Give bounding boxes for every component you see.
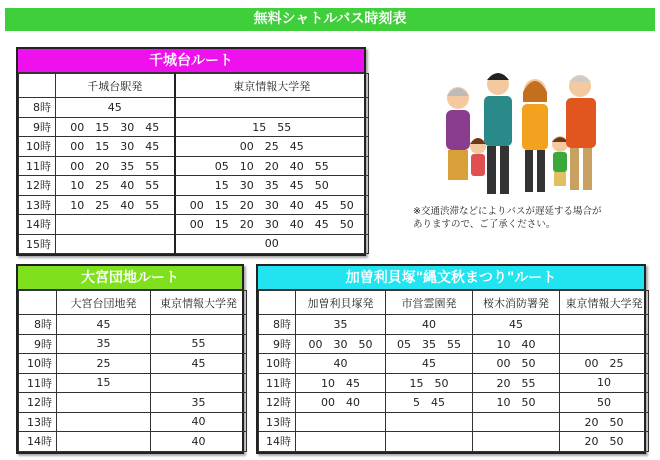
departure-times: 10	[560, 373, 649, 393]
departure-times: 05 10 20 40 55	[175, 156, 369, 176]
departure-times: 20 55	[473, 373, 560, 393]
departure-times: 10 50	[473, 393, 560, 413]
route-table-kasori-kaizuka	[256, 264, 646, 454]
departure-times: 5 45	[386, 393, 473, 413]
table-row	[19, 412, 247, 432]
departure-times: 05 35 55	[386, 334, 473, 354]
departure-times	[386, 432, 473, 452]
table-row	[19, 432, 247, 452]
table-row	[19, 315, 247, 335]
header-row	[259, 291, 649, 315]
departure-times	[56, 234, 175, 254]
departure-times	[473, 412, 560, 432]
corner-cell	[19, 291, 57, 315]
departure-times: 15	[57, 373, 151, 393]
hour-label: 11時	[259, 373, 296, 393]
mother-figure	[522, 79, 548, 192]
route-name: 千城台ルート	[18, 49, 364, 73]
boy-figure	[552, 136, 568, 186]
departure-times: 00	[175, 234, 369, 254]
table-row	[259, 412, 649, 432]
hour-label: 9時	[259, 334, 296, 354]
column-header: 加曽利貝塚発	[296, 291, 386, 315]
route-table-chishirodai	[16, 47, 366, 256]
departure-times	[57, 412, 151, 432]
column-header: 東京情報大学発	[560, 291, 649, 315]
table-row	[19, 176, 369, 196]
column-header: 東京情報大学発	[151, 291, 247, 315]
hour-label: 12時	[259, 393, 296, 413]
table-row	[19, 334, 247, 354]
grandfather-figure	[566, 75, 596, 190]
departure-times: 35	[151, 393, 247, 413]
hour-label: 14時	[19, 432, 57, 452]
header-row	[19, 74, 369, 98]
table-row	[19, 195, 369, 215]
hour-label: 10時	[19, 137, 56, 157]
departure-times: 55	[151, 334, 247, 354]
hour-label: 11時	[19, 373, 57, 393]
hour-label: 13時	[259, 412, 296, 432]
table-row	[259, 334, 649, 354]
departure-times: 10 45	[296, 373, 386, 393]
departure-times: 00 20 35 55	[56, 156, 175, 176]
departure-times: 45	[56, 98, 175, 118]
table-row	[19, 98, 369, 118]
departure-times	[57, 393, 151, 413]
column-header: 東京情報大学発	[175, 74, 369, 98]
header-row	[19, 291, 247, 315]
departure-times	[473, 432, 560, 452]
route-name: 大宮団地ルート	[18, 266, 242, 290]
hour-label: 10時	[19, 354, 57, 374]
hour-label: 13時	[19, 412, 57, 432]
departure-times: 50	[560, 393, 649, 413]
column-header: 市営霊園発	[386, 291, 473, 315]
departure-times	[386, 412, 473, 432]
page-title: 無料シャトルバス時刻表	[5, 8, 655, 31]
table-row	[259, 315, 649, 335]
departure-times: 00 50	[473, 354, 560, 374]
hour-label: 14時	[19, 215, 56, 235]
departure-times: 00 15 20 30 40 45 50	[175, 195, 369, 215]
route-name: 加曽利貝塚"縄文秋まつり"ルート	[258, 266, 644, 290]
departure-times	[56, 215, 175, 235]
table-row	[19, 354, 247, 374]
departure-times: 00 25 45	[175, 137, 369, 157]
departure-times: 20 50	[560, 432, 649, 452]
table-row	[19, 393, 247, 413]
table-row	[19, 137, 369, 157]
timetable	[18, 290, 247, 452]
table-row	[19, 234, 369, 254]
departure-times: 10 40	[473, 334, 560, 354]
grandmother-figure	[446, 87, 470, 180]
departure-times	[57, 432, 151, 452]
departure-times: 00 15 30 45	[56, 117, 175, 137]
table-row	[19, 215, 369, 235]
girl-figure	[470, 138, 486, 176]
delay-notice: ※交通渋滞などによりバスが遅延する場合が ありますので、ご了承ください。	[413, 206, 602, 230]
table-row	[259, 393, 649, 413]
departure-times: 35	[57, 334, 151, 354]
table-row	[259, 373, 649, 393]
departure-times: 45	[57, 315, 151, 335]
timetable	[258, 290, 649, 452]
departure-times: 45	[473, 315, 560, 335]
hour-label: 8時	[19, 315, 57, 335]
hour-label: 13時	[19, 195, 56, 215]
departure-times: 25	[57, 354, 151, 374]
departure-times: 45	[151, 354, 247, 374]
hour-label: 12時	[19, 393, 57, 413]
departure-times: 10 25 40 55	[56, 195, 175, 215]
table-row	[19, 373, 247, 393]
departure-times: 40	[151, 412, 247, 432]
column-header: 大宮台団地発	[57, 291, 151, 315]
hour-label: 10時	[259, 354, 296, 374]
column-header: 千城台駅発	[56, 74, 175, 98]
departure-times	[175, 98, 369, 118]
hour-label: 14時	[259, 432, 296, 452]
hour-label: 9時	[19, 117, 56, 137]
departure-times: 40	[296, 354, 386, 374]
family-illustration	[420, 68, 640, 200]
departure-times: 15 30 35 45 50	[175, 176, 369, 196]
departure-times	[151, 315, 247, 335]
table-row	[259, 354, 649, 374]
hour-label: 8時	[259, 315, 296, 335]
departure-times	[151, 373, 247, 393]
departure-times: 20 50	[560, 412, 649, 432]
departure-times: 40	[386, 315, 473, 335]
hour-label: 11時	[19, 156, 56, 176]
father-figure	[484, 73, 512, 194]
departure-times	[296, 412, 386, 432]
departure-times	[296, 432, 386, 452]
departure-times: 35	[296, 315, 386, 335]
hour-label: 8時	[19, 98, 56, 118]
departure-times	[560, 315, 649, 335]
table-row	[19, 117, 369, 137]
departure-times: 00 15 30 45	[56, 137, 175, 157]
timetable	[18, 73, 369, 254]
corner-cell	[19, 74, 56, 98]
hour-label: 12時	[19, 176, 56, 196]
route-table-omiya-danchi	[16, 264, 244, 454]
departure-times: 15 50	[386, 373, 473, 393]
departure-times: 00 15 20 30 40 45 50	[175, 215, 369, 235]
departure-times: 00 40	[296, 393, 386, 413]
table-row	[19, 156, 369, 176]
departure-times: 00 25	[560, 354, 649, 374]
corner-cell	[259, 291, 296, 315]
departure-times: 45	[386, 354, 473, 374]
departure-times: 15 55	[175, 117, 369, 137]
departure-times: 00 30 50	[296, 334, 386, 354]
departure-times: 10 25 40 55	[56, 176, 175, 196]
table-row	[259, 432, 649, 452]
hour-label: 15時	[19, 234, 56, 254]
column-header: 桜木消防署発	[473, 291, 560, 315]
departure-times: 40	[151, 432, 247, 452]
hour-label: 9時	[19, 334, 57, 354]
departure-times	[560, 334, 649, 354]
